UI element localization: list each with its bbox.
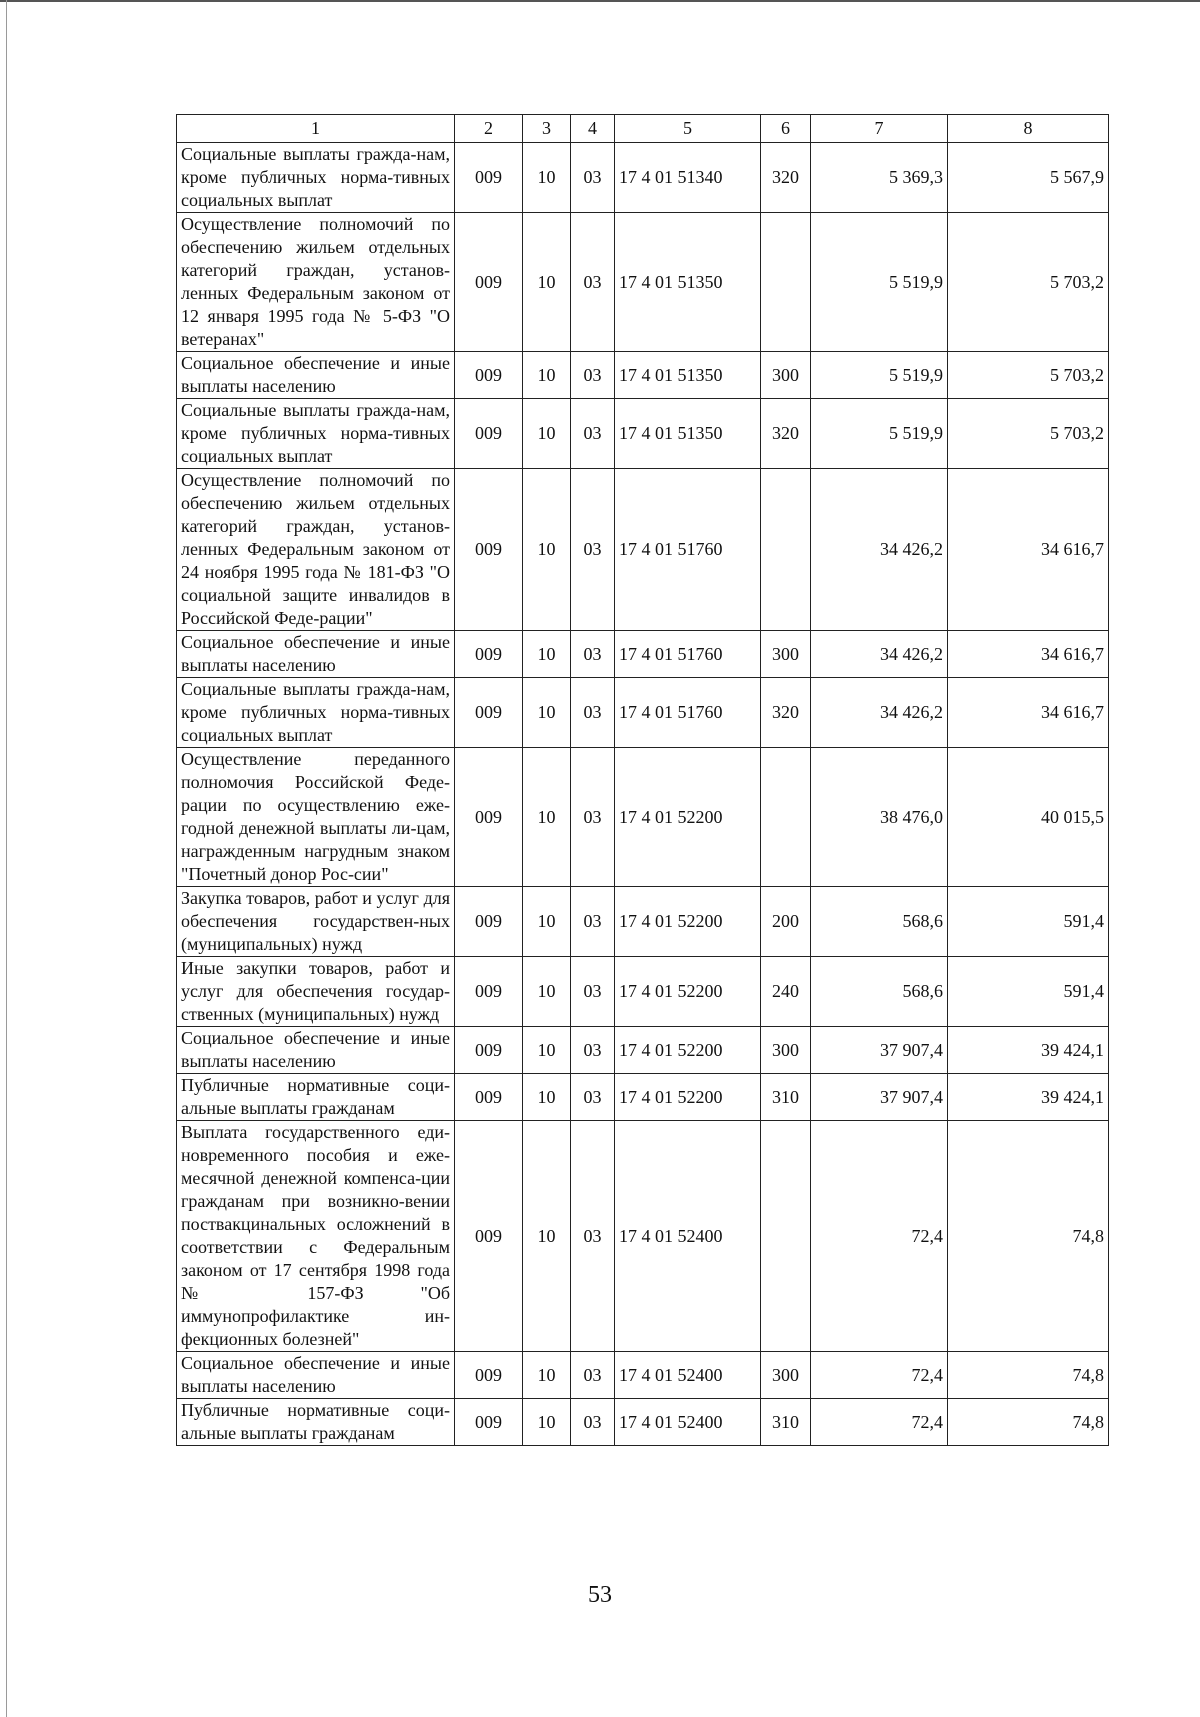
column-header: 1 <box>177 115 455 143</box>
cell-amount-year2: 5 567,9 <box>948 143 1109 213</box>
table-row <box>177 143 1109 213</box>
cell-expense-type: 300 <box>761 1352 811 1399</box>
cell-expense-type <box>761 1121 811 1352</box>
cell-target-article: 17 4 01 52200 <box>615 1074 761 1121</box>
cell-section: 10 <box>523 1074 571 1121</box>
cell-target-article: 17 4 01 51760 <box>615 469 761 631</box>
cell-subsection: 03 <box>571 352 615 399</box>
table-body <box>177 143 1109 1446</box>
cell-expense-type: 300 <box>761 631 811 678</box>
cell-amount-year1: 72,4 <box>811 1352 948 1399</box>
cell-subsection: 03 <box>571 1027 615 1074</box>
cell-subsection: 03 <box>571 1074 615 1121</box>
cell-name: Социальное обеспечение и иные выплаты населению <box>177 352 455 399</box>
cell-amount-year1: 5 519,9 <box>811 213 948 352</box>
cell-expense-type: 200 <box>761 887 811 957</box>
cell-ministry: 009 <box>455 887 523 957</box>
cell-ministry: 009 <box>455 399 523 469</box>
cell-subsection: 03 <box>571 631 615 678</box>
table-header-row <box>177 115 1109 143</box>
table-row <box>177 399 1109 469</box>
cell-section: 10 <box>523 352 571 399</box>
cell-amount-year2: 34 616,7 <box>948 631 1109 678</box>
cell-expense-type: 310 <box>761 1399 811 1446</box>
cell-name: Иные закупки товаров, работ и услуг для обеспечения государ-ственных (муниципальных) нужд <box>177 957 455 1027</box>
table-row <box>177 748 1109 887</box>
cell-name: Публичные нормативные соци-альные выплаты гражданам <box>177 1074 455 1121</box>
column-header: 8 <box>948 115 1109 143</box>
cell-ministry: 009 <box>455 213 523 352</box>
table-row <box>177 678 1109 748</box>
column-header: 7 <box>811 115 948 143</box>
cell-target-article: 17 4 01 52400 <box>615 1121 761 1352</box>
cell-target-article: 17 4 01 52400 <box>615 1352 761 1399</box>
cell-expense-type <box>761 213 811 352</box>
cell-name: Социальное обеспечение и иные выплаты населению <box>177 1027 455 1074</box>
cell-section: 10 <box>523 957 571 1027</box>
scan-top-edge <box>0 0 1200 2</box>
cell-amount-year2: 39 424,1 <box>948 1027 1109 1074</box>
cell-expense-type: 320 <box>761 678 811 748</box>
table-row <box>177 887 1109 957</box>
cell-amount-year1: 38 476,0 <box>811 748 948 887</box>
cell-name: Социальные выплаты гражда-нам, кроме публичных норма-тивных социальных выплат <box>177 143 455 213</box>
cell-expense-type: 240 <box>761 957 811 1027</box>
cell-section: 10 <box>523 631 571 678</box>
cell-amount-year1: 34 426,2 <box>811 469 948 631</box>
page-number: 53 <box>588 1582 612 1608</box>
cell-ministry: 009 <box>455 1027 523 1074</box>
cell-subsection: 03 <box>571 1121 615 1352</box>
cell-subsection: 03 <box>571 887 615 957</box>
cell-amount-year1: 568,6 <box>811 887 948 957</box>
budget-table <box>176 114 1109 1446</box>
cell-subsection: 03 <box>571 213 615 352</box>
table-row <box>177 469 1109 631</box>
table-row <box>177 1121 1109 1352</box>
cell-amount-year2: 74,8 <box>948 1352 1109 1399</box>
cell-name: Социальные выплаты гражда-нам, кроме публичных норма-тивных социальных выплат <box>177 678 455 748</box>
cell-target-article: 17 4 01 51350 <box>615 352 761 399</box>
cell-subsection: 03 <box>571 748 615 887</box>
cell-name: Социальное обеспечение и иные выплаты населению <box>177 631 455 678</box>
cell-name: Осуществление полномочий по обеспечению жильем отдельных категорий граждан, установ-ленных Федеральным законом от 24 ноября 1995 года № 181-ФЗ "О социальной защите инвалидов в Российской Феде-рации" <box>177 469 455 631</box>
cell-section: 10 <box>523 469 571 631</box>
cell-section: 10 <box>523 213 571 352</box>
cell-amount-year1: 34 426,2 <box>811 631 948 678</box>
cell-name: Осуществление полномочий по обеспечению жильем отдельных категорий граждан, установ-ленных Федеральным законом от 12 января 1995 года № 5-ФЗ "О ветеранах" <box>177 213 455 352</box>
cell-target-article: 17 4 01 52200 <box>615 1027 761 1074</box>
cell-section: 10 <box>523 748 571 887</box>
cell-expense-type <box>761 469 811 631</box>
cell-subsection: 03 <box>571 1352 615 1399</box>
cell-amount-year1: 34 426,2 <box>811 678 948 748</box>
column-header: 4 <box>571 115 615 143</box>
cell-name: Социальное обеспечение и иные выплаты населению <box>177 1352 455 1399</box>
cell-amount-year2: 591,4 <box>948 957 1109 1027</box>
cell-target-article: 17 4 01 51760 <box>615 678 761 748</box>
column-header: 3 <box>523 115 571 143</box>
cell-amount-year2: 5 703,2 <box>948 399 1109 469</box>
cell-expense-type: 300 <box>761 1027 811 1074</box>
table-row <box>177 957 1109 1027</box>
cell-ministry: 009 <box>455 631 523 678</box>
cell-section: 10 <box>523 1352 571 1399</box>
cell-amount-year1: 72,4 <box>811 1399 948 1446</box>
cell-ministry: 009 <box>455 1399 523 1446</box>
cell-ministry: 009 <box>455 1074 523 1121</box>
cell-subsection: 03 <box>571 1399 615 1446</box>
table-row <box>177 352 1109 399</box>
cell-amount-year2: 5 703,2 <box>948 352 1109 399</box>
cell-name: Социальные выплаты гражда-нам, кроме публичных норма-тивных социальных выплат <box>177 399 455 469</box>
table-row <box>177 1399 1109 1446</box>
cell-ministry: 009 <box>455 352 523 399</box>
table-row <box>177 213 1109 352</box>
cell-name: Публичные нормативные соци-альные выплаты гражданам <box>177 1399 455 1446</box>
cell-target-article: 17 4 01 52200 <box>615 957 761 1027</box>
cell-amount-year2: 40 015,5 <box>948 748 1109 887</box>
cell-ministry: 009 <box>455 957 523 1027</box>
cell-ministry: 009 <box>455 469 523 631</box>
cell-amount-year2: 34 616,7 <box>948 678 1109 748</box>
cell-amount-year1: 37 907,4 <box>811 1074 948 1121</box>
cell-section: 10 <box>523 678 571 748</box>
cell-expense-type: 320 <box>761 143 811 213</box>
cell-target-article: 17 4 01 51350 <box>615 213 761 352</box>
cell-name: Осуществление переданного полномочия Российской Феде-рации по осуществлению еже-годной денежной выплаты ли-цам, награжденным нагрудным знаком "Почетный донор Рос-сии" <box>177 748 455 887</box>
cell-expense-type: 300 <box>761 352 811 399</box>
cell-amount-year2: 34 616,7 <box>948 469 1109 631</box>
cell-target-article: 17 4 01 51350 <box>615 399 761 469</box>
cell-ministry: 009 <box>455 143 523 213</box>
cell-amount-year2: 5 703,2 <box>948 213 1109 352</box>
cell-amount-year1: 568,6 <box>811 957 948 1027</box>
cell-amount-year2: 39 424,1 <box>948 1074 1109 1121</box>
cell-amount-year1: 5 369,3 <box>811 143 948 213</box>
table-row <box>177 631 1109 678</box>
cell-name: Закупка товаров, работ и услуг для обеспечения государствен-ных (муниципальных) нужд <box>177 887 455 957</box>
cell-amount-year2: 591,4 <box>948 887 1109 957</box>
column-header: 2 <box>455 115 523 143</box>
cell-amount-year1: 5 519,9 <box>811 399 948 469</box>
cell-section: 10 <box>523 1399 571 1446</box>
cell-subsection: 03 <box>571 469 615 631</box>
cell-section: 10 <box>523 399 571 469</box>
table-row <box>177 1027 1109 1074</box>
cell-target-article: 17 4 01 51340 <box>615 143 761 213</box>
cell-amount-year1: 37 907,4 <box>811 1027 948 1074</box>
cell-target-article: 17 4 01 52200 <box>615 887 761 957</box>
cell-amount-year2: 74,8 <box>948 1399 1109 1446</box>
column-header: 6 <box>761 115 811 143</box>
cell-amount-year1: 5 519,9 <box>811 352 948 399</box>
cell-section: 10 <box>523 1121 571 1352</box>
cell-name: Выплата государственного еди-новременного пособия и еже-месячной денежной компенса-ции гражданам при возникно-вении поствакцинальных осложнений в соответствии с Федеральным законом от 17 сентября 1998 года № 157-ФЗ "Об иммунопрофилактике ин-фекционных болезней" <box>177 1121 455 1352</box>
cell-ministry: 009 <box>455 748 523 887</box>
cell-ministry: 009 <box>455 678 523 748</box>
scan-left-edge <box>6 0 7 1717</box>
cell-target-article: 17 4 01 51760 <box>615 631 761 678</box>
cell-expense-type: 310 <box>761 1074 811 1121</box>
column-header: 5 <box>615 115 761 143</box>
cell-target-article: 17 4 01 52400 <box>615 1399 761 1446</box>
cell-subsection: 03 <box>571 957 615 1027</box>
cell-subsection: 03 <box>571 399 615 469</box>
cell-amount-year2: 74,8 <box>948 1121 1109 1352</box>
cell-subsection: 03 <box>571 678 615 748</box>
cell-expense-type: 320 <box>761 399 811 469</box>
cell-ministry: 009 <box>455 1352 523 1399</box>
cell-subsection: 03 <box>571 143 615 213</box>
table-row <box>177 1352 1109 1399</box>
cell-section: 10 <box>523 887 571 957</box>
cell-target-article: 17 4 01 52200 <box>615 748 761 887</box>
cell-expense-type <box>761 748 811 887</box>
cell-ministry: 009 <box>455 1121 523 1352</box>
cell-amount-year1: 72,4 <box>811 1121 948 1352</box>
cell-section: 10 <box>523 1027 571 1074</box>
cell-section: 10 <box>523 143 571 213</box>
table-row <box>177 1074 1109 1121</box>
